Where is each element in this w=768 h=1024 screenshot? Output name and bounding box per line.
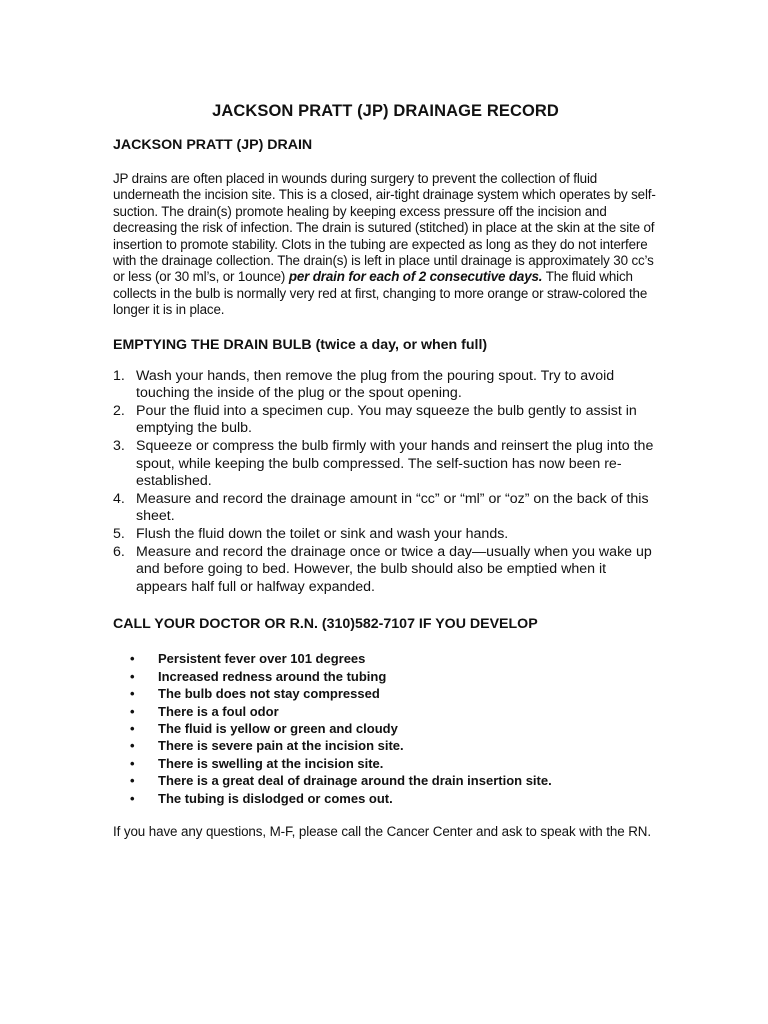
- step-text: Flush the fluid down the toilet or sink and wash your hands.: [136, 526, 509, 542]
- warning-text: There is severe pain at the incision site.: [158, 738, 404, 754]
- section-heading-emptying: EMPTYING THE DRAIN BULB (twice a day, or when full): [113, 336, 488, 353]
- list-item: [113, 668, 658, 685]
- step-text: Pour the fluid into a specimen cup. You may squeeze the bulb gently to assist in emptying the bulb.: [136, 402, 637, 437]
- warning-text: Increased redness around the tubing: [158, 668, 387, 684]
- intro-emphasis: per drain for each of 2 consecutive days.: [288, 269, 543, 285]
- list-item: [113, 755, 658, 772]
- warning-text: The bulb does not stay compressed: [158, 686, 380, 702]
- bullet-icon: •: [130, 686, 135, 702]
- list-item: [113, 526, 658, 544]
- document-title: JACKSON PRATT (JP) DRAINAGE RECORD: [212, 102, 559, 120]
- bullet-icon: •: [130, 755, 135, 771]
- document-page: [113, 96, 658, 840]
- warning-text: There is a foul odor: [158, 703, 279, 719]
- step-number: 2.: [113, 402, 125, 419]
- warning-text: There is a great deal of drainage around the drain insertion site.: [158, 773, 552, 789]
- footer-note: If you have any questions, M-F, please call the Cancer Center and ask to speak with the RN.: [113, 824, 651, 840]
- step-text: Squeeze or compress the bulb firmly with your hands and reinsert the plug into the spout, while keeping the bulb compressed. The self-suction has now been re-established.: [136, 438, 654, 490]
- bullet-icon: •: [130, 790, 135, 806]
- list-item: [113, 438, 658, 491]
- intro-text-end: The fluid which collects in the bulb is normally very red at first, changing to more orange or straw-colored the longer it is in place.: [113, 269, 648, 318]
- warning-text: Persistent fever over 101 degrees: [158, 651, 366, 667]
- bullet-icon: •: [130, 668, 135, 684]
- step-number: 4.: [113, 490, 125, 507]
- warning-text: The fluid is yellow or green and cloudy: [158, 721, 398, 736]
- list-item: [113, 685, 658, 702]
- list-item: [113, 720, 658, 737]
- step-text: Wash your hands, then remove the plug from the pouring spout. Try to avoid touching the inside of the plug or the spout opening.: [136, 367, 615, 402]
- bullet-icon: •: [130, 721, 135, 736]
- list-item: [113, 544, 658, 597]
- warning-text: There is swelling at the incision site.: [158, 755, 384, 771]
- bullet-icon: •: [130, 773, 135, 789]
- list-item: [113, 368, 658, 403]
- intro-text-start: JP drains are often placed in wounds during surgery to prevent the collection of fluid underneath the incision site. This is a closed, air-tight drainage system which operates by self-suction. The drain(s) promote healing by keeping excess pressure off the incision and decreasing the risk of infection. The drain is sutured (stitched) in place at the skin at the site of insertion to promote stability. Clots in the tubing are expected as long as they do not interfere with the drainage collection. The drain(s) is left in place until drainage is approximately 30 cc’s or less (or 30 ml’s, or 1ounce): [113, 171, 656, 285]
- bullet-icon: •: [130, 651, 135, 667]
- warning-text: The tubing is dislodged or comes out.: [158, 790, 393, 806]
- list-item: [113, 790, 658, 807]
- bullet-icon: •: [130, 703, 135, 719]
- list-item: [113, 772, 658, 789]
- list-item: [113, 737, 658, 754]
- step-text: Measure and record the drainage amount in “cc” or “ml” or “oz” on the back of this sheet.: [136, 490, 649, 525]
- steps-list: [113, 368, 658, 597]
- step-number: 1.: [113, 367, 125, 384]
- section-heading-call-doctor: CALL YOUR DOCTOR OR R.N. (310)582-7107 IF YOU DEVELOP: [113, 616, 538, 633]
- step-number: 5.: [113, 526, 125, 542]
- step-text: Measure and record the drainage once or twice a day—usually when you wake up and before going to bed. However, the bulb should also be emptied when it appears half full or halfway expanded.: [136, 543, 652, 595]
- section-heading-jp-drain: JACKSON PRATT (JP) DRAIN: [113, 137, 313, 153]
- list-item: [113, 491, 658, 526]
- list-item: [113, 650, 658, 667]
- intro-paragraph: [113, 171, 658, 319]
- bullet-icon: •: [130, 738, 135, 754]
- list-item: [113, 403, 658, 438]
- warning-signs-list: [113, 650, 658, 807]
- list-item: [113, 703, 658, 720]
- step-number: 6.: [113, 543, 125, 560]
- step-number: 3.: [113, 438, 125, 455]
